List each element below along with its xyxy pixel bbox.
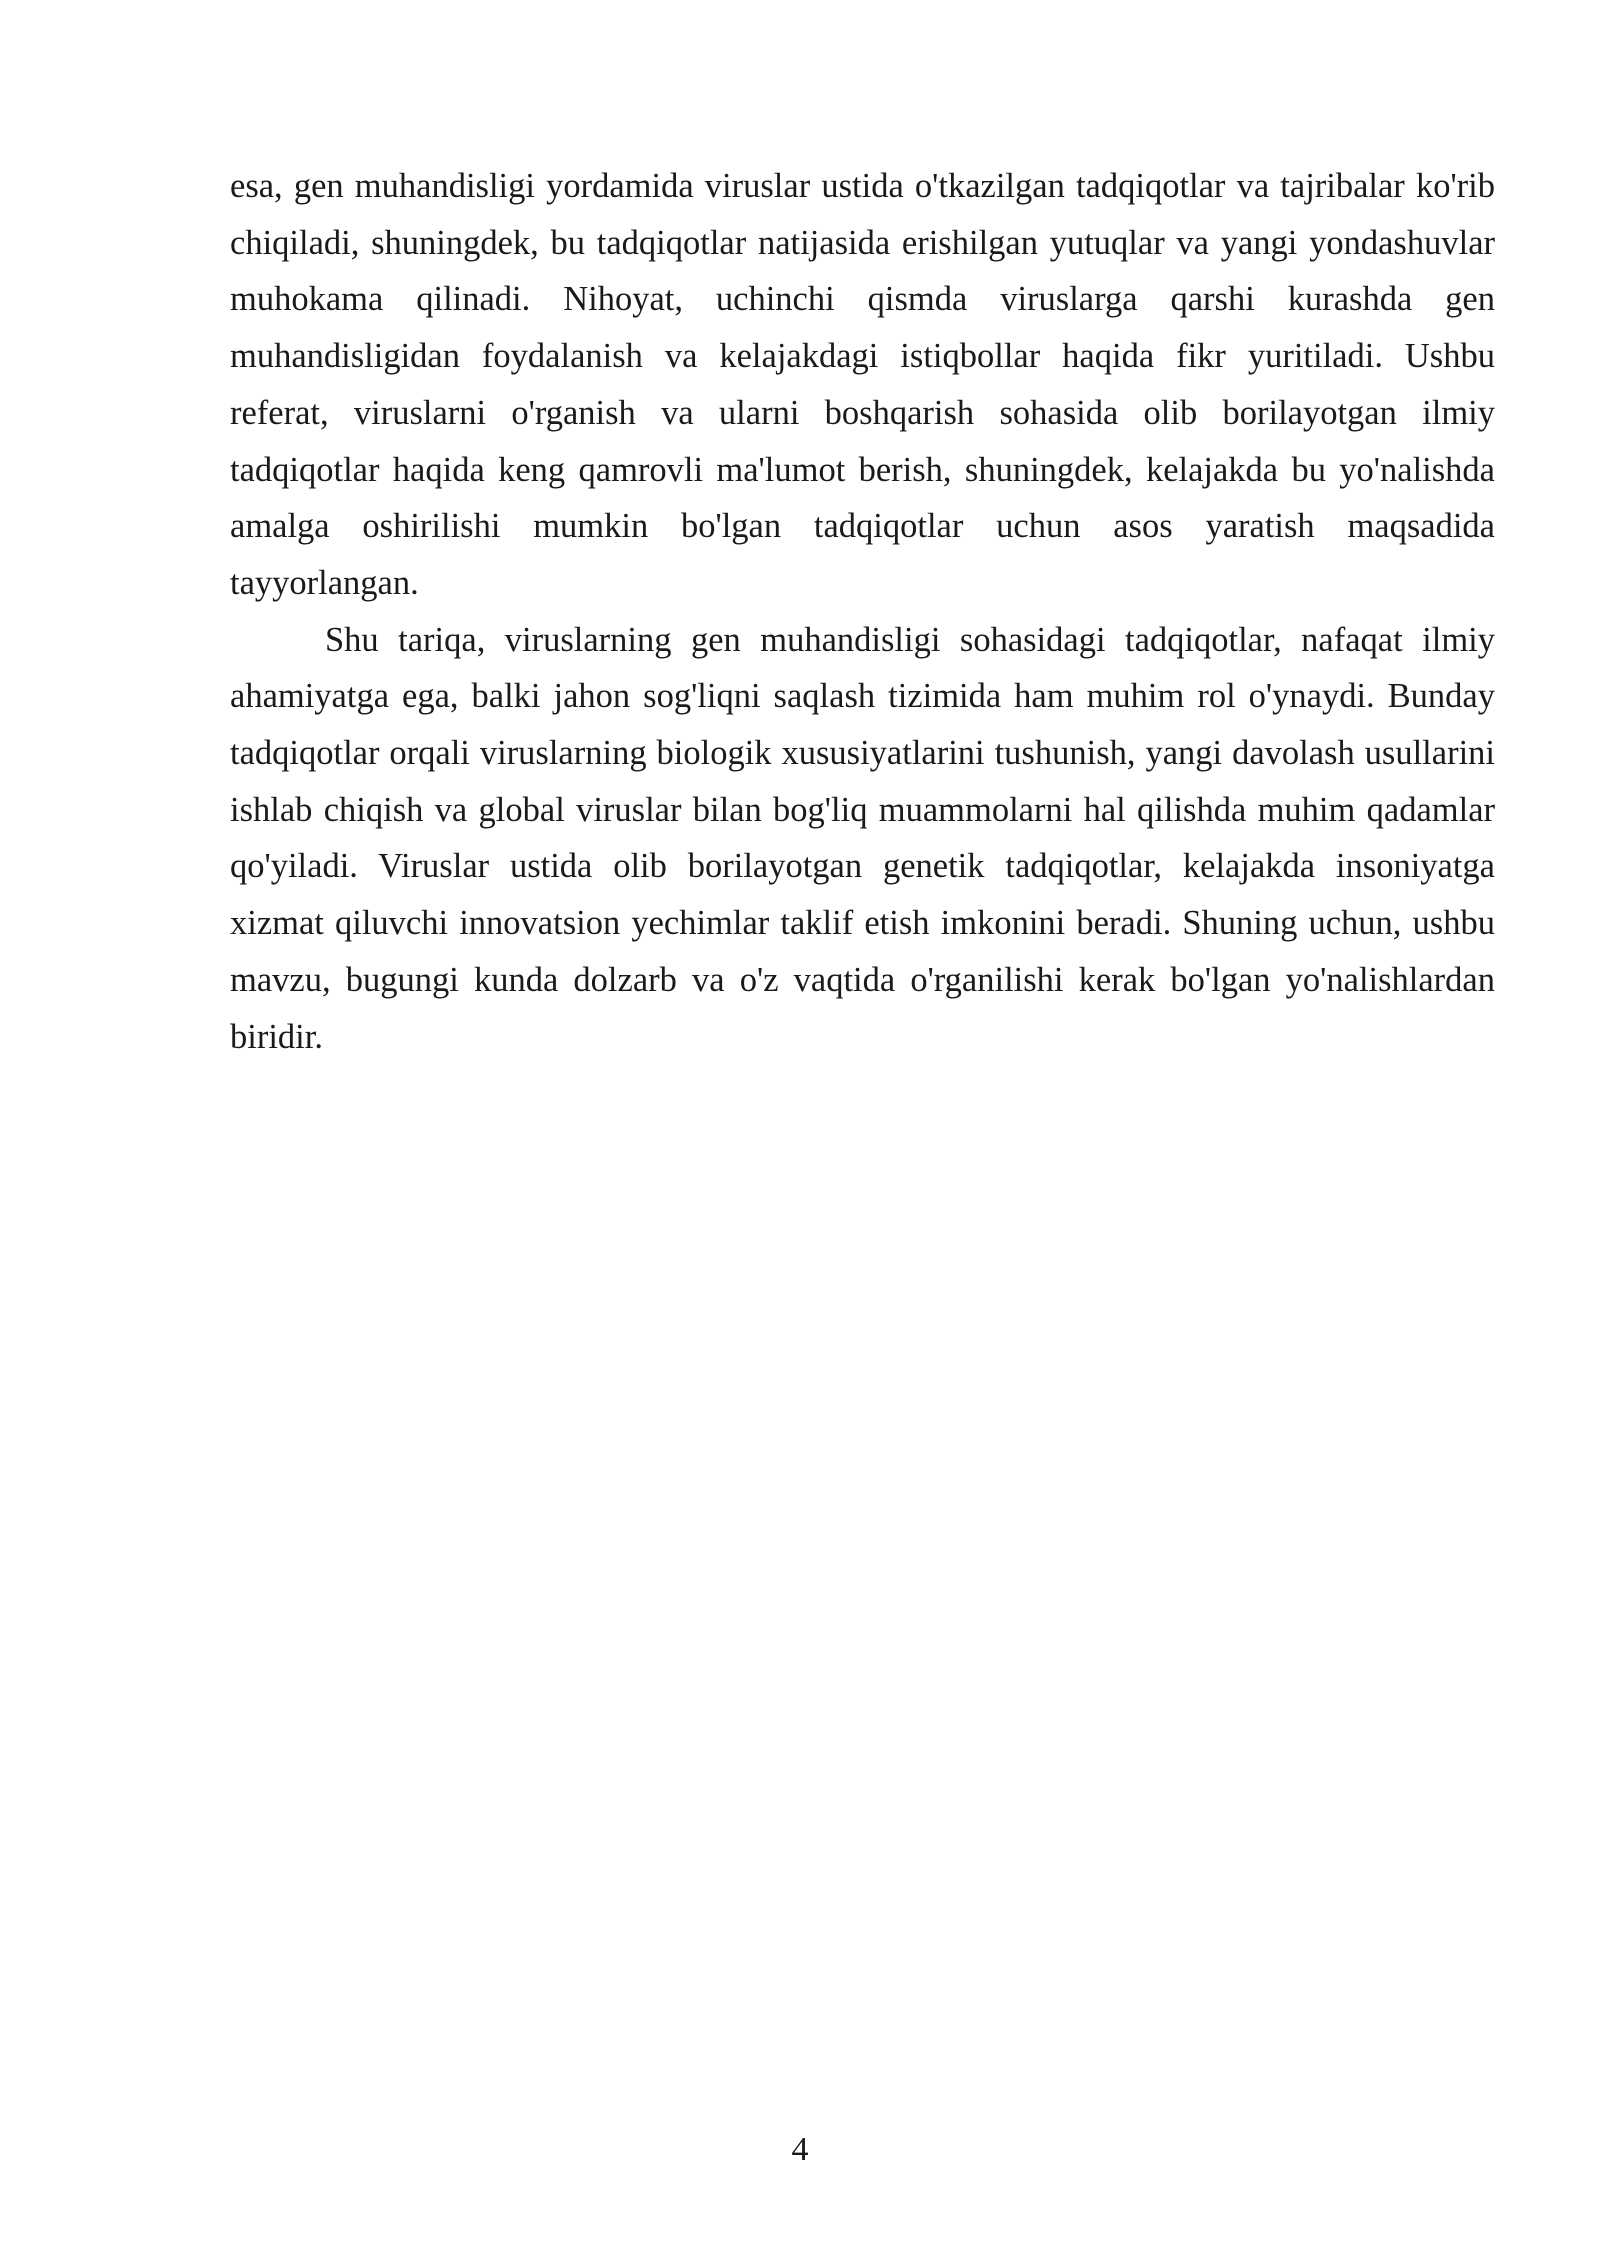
paragraph-conclusion: Shu tariqa, viruslarning gen muhandisligi sohasidagi tadqiqotlar, nafaqat ilmiy ahamiyatga ega, balki jahon sog'liqni saqlash tizimida ham muhim rol o'ynaydi. Bunday tadqiqotlar orqali viruslarning biologik xususiyatlarini tushunish, yangi davolash usullarini ishlab chiqish va global viruslar bilan bog'liq muammolarni hal qilishda muhim qadamlar qo'yiladi. Viruslar ustida olib borilayotgan genetik tadqiqotlar, kelajakda insoniyatga xizmat qiluvchi innovatsion yechimlar taklif etish imkonini beradi. Shuning uchun, ushbu mavzu, bugungi kunda dolzarb va o'z vaqtida o'rganilishi kerak bo'lgan yo'nalishlardan biridir. xyxy=(230,620,1495,1056)
paragraph-continuation: esa, gen muhandisligi yordamida viruslar ustida o'tkazilgan tadqiqotlar va tajribalar ko'rib chiqiladi, shuningdek, bu tadqiqotlar natijasida erishilgan yutuqlar va yangi yondashuvlar muhokama qilinadi. Nihoyat, uchinchi qismda viruslarga qarshi kurashda gen muhandisligidan foydalanish va kelajakdagi istiqbollar haqida fikr yuritiladi. Ushbu referat, viruslarni o'rganish va ularni boshqarish sohasida olib borilayotgan ilmiy tadqiqotlar haqida keng qamrovli ma'lumot berish, shuningdek, kelajakda bu yo'nalishda amalga oshirilishi mumkin bo'lgan tadqiqotlar uchun asos yaratish maqsadida tayyorlangan. xyxy=(230,167,1495,602)
document-body xyxy=(230,158,1495,1065)
page-number: 4 xyxy=(791,2131,809,2168)
